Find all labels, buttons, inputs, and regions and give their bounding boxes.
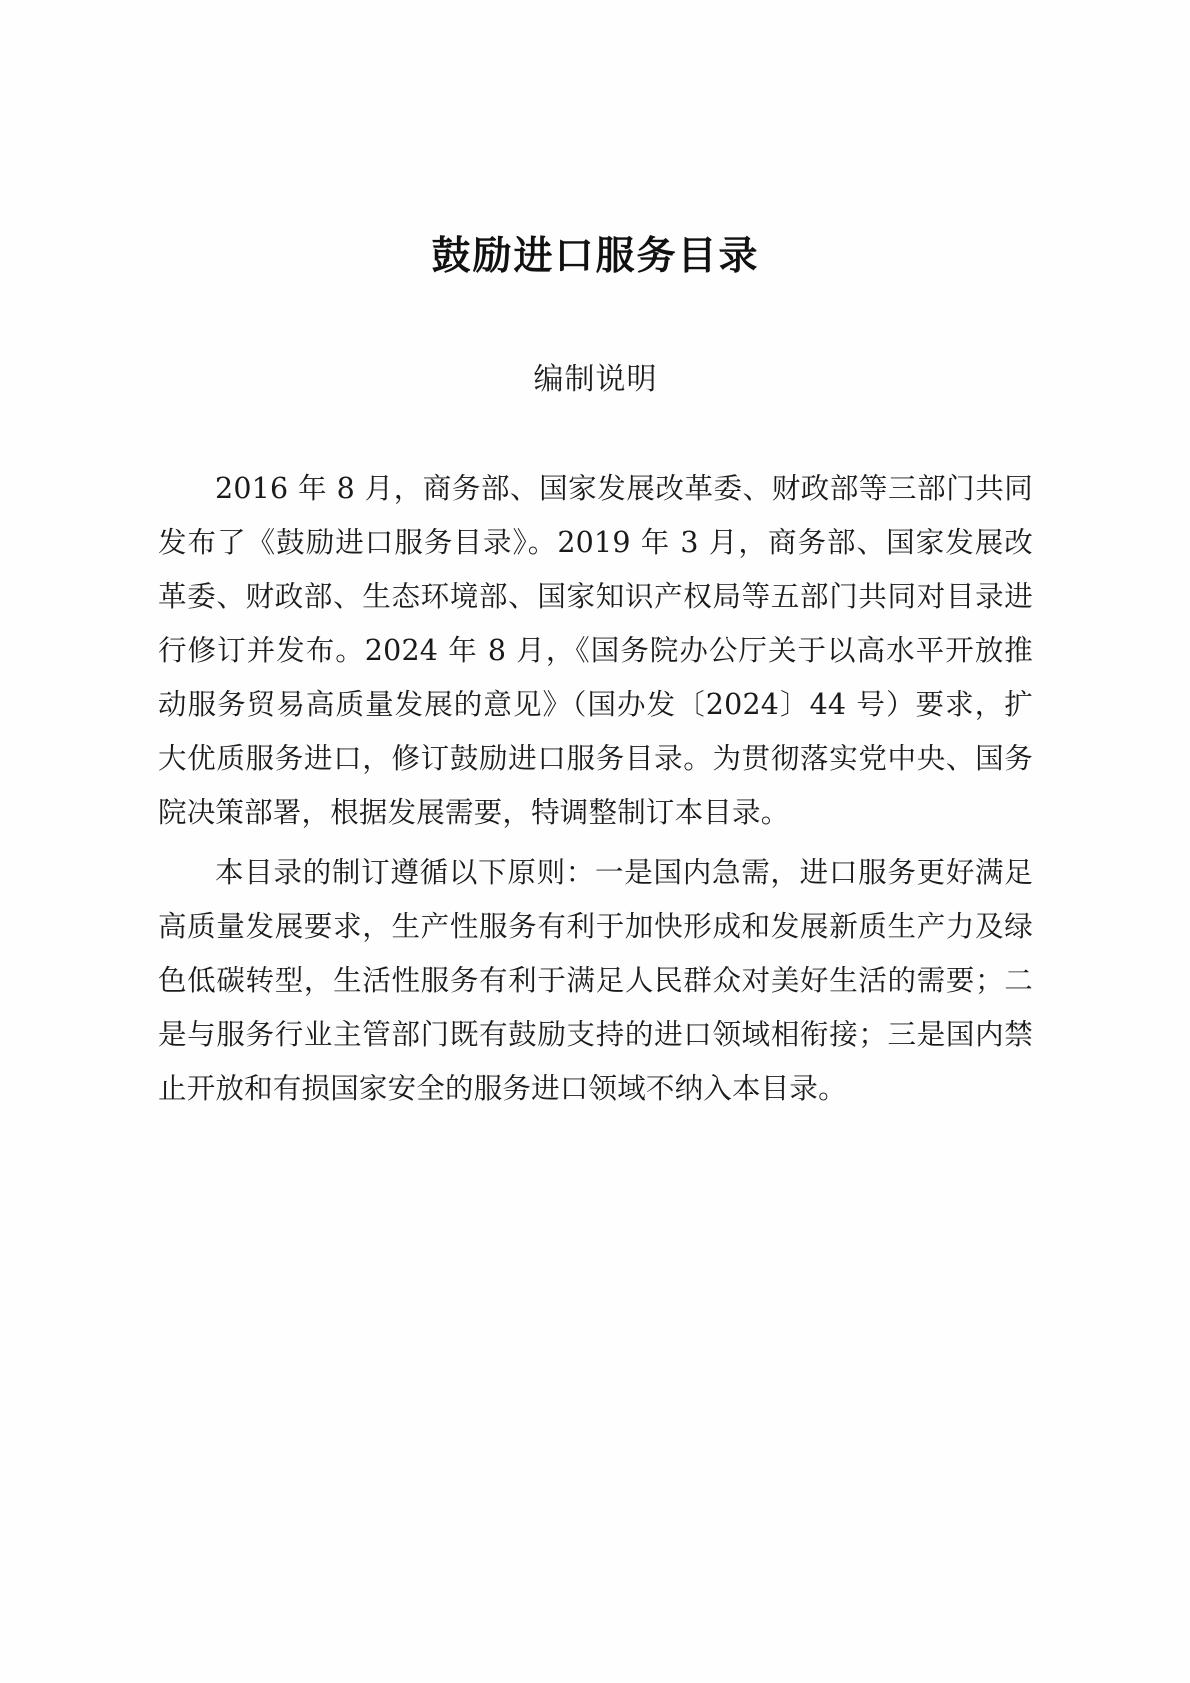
paragraph-2: 本目录的制订遵循以下原则：一是国内急需，进口服务更好满足高质量发展要求，生产性服务有利于加快形成和发展新质生产力及绿色低碳转型，生活性服务有利于满足人民群众对美好生活的需要；二是与服务行业主管部门既有鼓励支持的进口领域相衔接；三是国内禁止开放和有损国家安全的服务进口领域不纳入本目录。 <box>158 856 1033 1105</box>
document-body <box>158 0 1033 1116</box>
document-subtitle: 编制说明 <box>533 362 658 397</box>
page-title: 鼓励进口服务目录 <box>431 233 760 279</box>
paragraph-1: 2016 年 8 月，商务部、国家发展改革委、财政部等三部门共同发布了《鼓励进口服务目录》。2019 年 3 月，商务部、国家发展改革委、财政部、生态环境部、国家知识产权局等五部门共同对目录进行修订并发布。2024 年 8 月，《国务院办公厅关于以高水平开放推动服务贸易高质量发展的意见》（国办发〔2024〕44 号）要求，扩大优质服务进口，修订鼓励进口服务目录。为贯彻落实党中央、国务院决策部署，根据发展需要，特调整制订本目录。 <box>158 472 1033 829</box>
document-paragraphs <box>158 398 1033 1116</box>
